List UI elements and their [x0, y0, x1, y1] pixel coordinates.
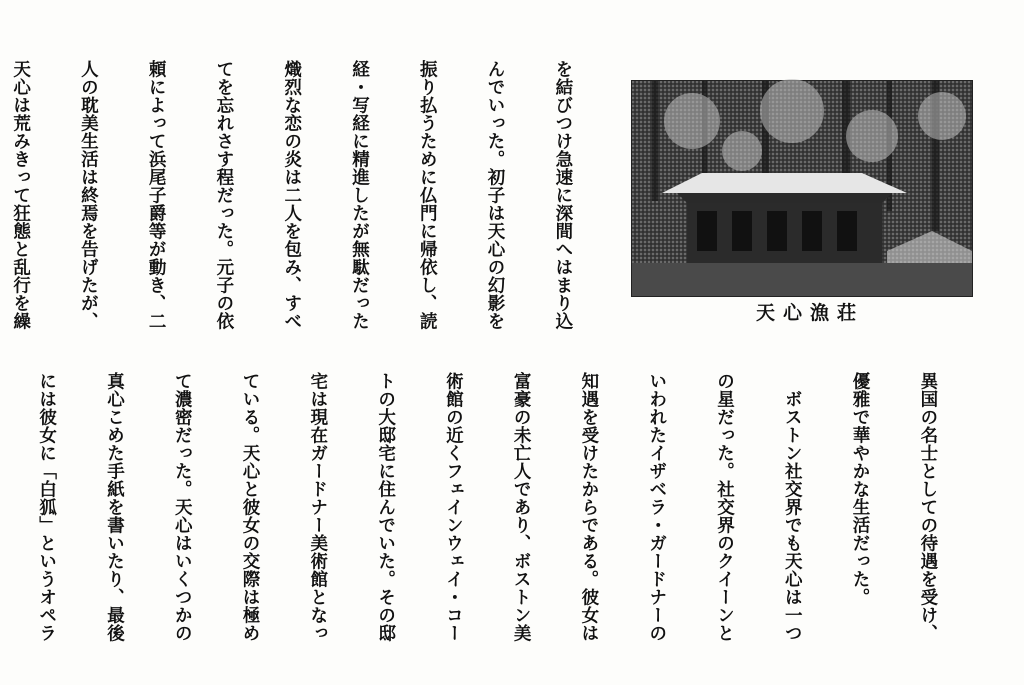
text-line: 富豪の未亡人であり、ボストン美: [511, 372, 532, 642]
text-line: 人の耽美生活は終焉を告げたが、: [78, 60, 99, 330]
lower-text-block: [36, 372, 984, 642]
text-line: 知遇を受けたからである。彼女は: [578, 372, 599, 642]
text-line: ている。天心と彼女の交際は極め: [240, 372, 260, 642]
text-line: 異国の名士としての待遇を受け、: [917, 372, 938, 642]
text-line: いわれたイザベラ・ガードナーの: [646, 372, 667, 642]
upper-text-block: [10, 60, 619, 346]
text-line: を結びつけ急速に深間へはまり込: [552, 60, 573, 330]
text-line: 経・写経に精進したが無駄だった: [349, 60, 370, 330]
text-line: 熾烈な恋の炎は二人を包み、すべ: [281, 60, 302, 330]
text-line: てを忘れさす程だった。元子の依: [213, 60, 234, 330]
photo-illustration: [632, 81, 972, 296]
house-photo: [631, 80, 973, 297]
text-line: 頼によって浜尾子爵等が動き、二: [146, 60, 167, 330]
text-line: には彼女に「白狐」というオペラ: [36, 372, 57, 642]
text-line: 真心こめた手紙を書いたり、最後: [104, 372, 125, 642]
text-line: て濃密だった。天心はいくつかの: [172, 372, 193, 642]
text-line: 天心は荒みきって狂態と乱行を繰: [10, 60, 31, 330]
text-line: 優雅で華やかな生活だった。: [850, 372, 871, 606]
photo-caption: 天心漁荘: [755, 302, 864, 324]
text-line: 宅は現在ガードナー美術館となっ: [307, 372, 328, 642]
text-line: ボストン社交界でも天心は一つ: [782, 372, 803, 642]
text-line: んでいった。初子は天心の幻影を: [485, 60, 506, 330]
text-line: 振り払うために仏門に帰依し、読: [417, 60, 438, 330]
text-line: トの大邸宅に住んでいた。その邸: [375, 372, 396, 642]
text-line: 術館の近くフェインウェイ・コー: [443, 372, 464, 642]
text-line: の星だった。社交界のクイーンと: [714, 372, 735, 642]
